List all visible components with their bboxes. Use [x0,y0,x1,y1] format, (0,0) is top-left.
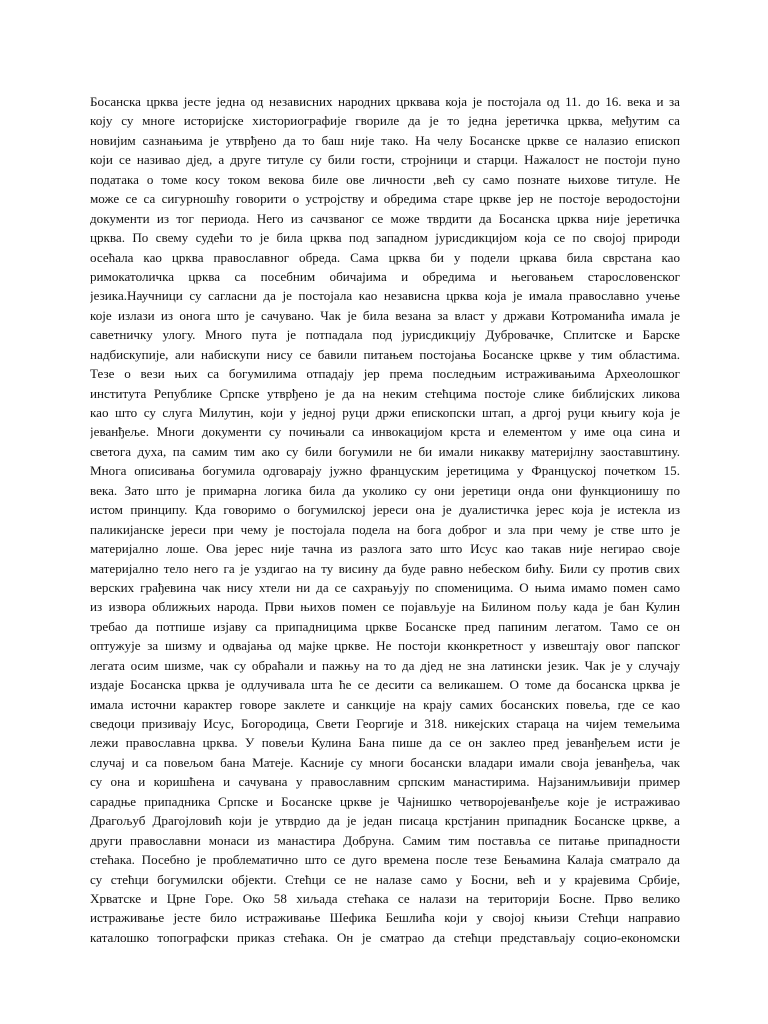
text-line: паликијанске јереси при чему је постојала подела на бога доброг и зла при чему је стве што је [90,521,680,537]
text-line: може се са сигурношћу говорити о устројству и обредима старе цркве јер не постоје веродостојни [90,191,680,207]
text-line: имала источни карактер говоре заклете и санкције на крају самих босанских повеља, где се као [90,696,680,712]
text-line: података о томе косу током векова биле ове личности ,већ су само познате њихове титуле. Не [90,171,680,187]
text-line: стећака. Посебно је проблематично што се дуго времена после тезе Бењамина Калаја сматрало да [90,852,680,868]
text-line: материјално тело него га је уздигао на ту висину да буде равно небеском бићу. Били су против свих [90,560,680,576]
text-line: из извора оближњих народа. Први њихов помен се појављује на Билином пољу када је бан Кулин [90,599,680,615]
text-line: Многа описивања богумила одговарају јужно француским јеретицима у Француској почетком 15. [90,463,680,479]
text-line: каталошко топографски приказ стећака. Он је сматрао да стећци представљају социо-економски [90,929,680,945]
text-line: института Републике Српске утврђено је да на неким стећцима постоје слике библијских ликова [90,385,680,401]
text-line: века. Зато што је примарна логика била да уколико су они јеретици онда они функционишу по [90,482,680,498]
text-line: које излази из онога што је сачувано. Чак је била везана за власт у држави Котроманића имала је [90,307,680,323]
text-line: оптужује за шизму и одвајања од мајке цркве. Не постоји кконкретност у извештају овог папског [90,638,680,654]
text-line: надбискупије, али набискупи нису се бавили питањем постојања Босанске цркве у тим областима. [90,346,680,362]
text-line: су она и коришћена и сачувана у православним српским манастирима. Најзанимљивији пример [90,774,680,790]
text-line: римокатоличка црква са посебним обичајима и обредима и његовањем старословенског [90,268,680,284]
text-line: документи из тог периода. Него из сачзваног се може тврдити да Босанска црква није јеретичка [90,210,680,226]
text-line: издаје Босанска црква је одлучивала шта ће се десити са великашем. О томе да босанска црква је [90,677,680,693]
text-line: Драгољуб Драгојловић који је утврдио да је један писаца крстјанин припадник Босанске цркве, а [90,813,680,829]
text-line: су стећци богумилски објекти. Стећци се не налазе само у Босни, већ и у крајевима Србије, [90,871,680,887]
text-line: материјално лоше. Ова јерес није тачна из разлога зато што Исус као такав није негирао своје [90,541,680,557]
text-line: светога духа, па самим тим ако су били богумили не би имали никакву материјлну заоставштину. [90,443,680,459]
text-line: црква. По свему судећи то је била црква под западном јурисдикцијом која се по својој природи [90,230,680,246]
text-line: који се називао дјед, а друге титуле су били гости, стројници и старци. Нажалост не постоји пуно [90,152,680,168]
text-line: Хрватске и Црне Горе. Око 58 хиљада стећака се налази на територији Босне. Прво велико [90,890,680,906]
text-line: истраживање јесте било истраживање Шефика Бешлића који у својој књизи Стећци направио [90,910,680,926]
text-line: Босанска црква јесте једна од независних народних црквава која је постојала од 11. до 16. века и за [90,94,680,109]
text-line: сарадње припадника Српске и Босанске цркве је Чајнишко четворојеванђеље које је истраживао [90,793,680,809]
text-line: новијим сазнањима је утврђено да то баш није тако. На челу Босанске цркве се налазио епископ [90,132,680,148]
text-line: легата осим шизме, чак су обраћали и пажњу на то да дјед не зна латински језик. Чак је у случају [90,657,680,673]
text-line: коју су многе историјске хисториографије гвориле да је то једна јеретичка црква, међутим са [90,113,680,129]
text-line: сведоци призивају Исус, Богородица, Свети Георгије и 318. никејских стараца на чијем темељима [90,716,680,731]
text-line: осећала као црква православног обреда. Сама црква би у подели цркава била сврстана као [90,249,680,265]
text-line: други православни монаси из манастира Добруна. Самим тим поставља се питање припадности [90,832,680,848]
text-line: лежи православна црква. У повељи Кулина Бана пише да се он заклео пред јеванђељем исти је [90,735,680,751]
text-line: језика.Научници су сагласни да је постојала као независна црква која је имала православно учење [90,288,680,304]
text-line: јеванђеље. Многи документи су почињали са инвокацијом крста и елементом у име оца сина и [90,424,680,440]
document-body [90,92,680,947]
text-line: верских грађевина чак нису хтели ни да се сахрањују по споменицима. О њима имамо помен само [90,579,680,595]
text-line: требао да потпише изјаву са припадницима цркве Босанске пред папиним легатом. Тамо се он [90,618,680,634]
text-line: као што су слуга Милутин, који у једној руци држи епископски штап, а дргој руци књигу која је [90,405,680,420]
text-line: истом принципу. Кда говоримо о богумилској јереси она је дуалистичка јерес која је истекла из [90,502,680,518]
text-line: саветничку улогу. Много пута је потпадала под јурисдикцију Дубровачке, Сплитске и Барске [90,327,680,343]
text-line: Тезе о вези њих са богумилима отпадају јер према последњим истраживањима Археолошког [90,366,680,382]
text-line: случај и са повељом бана Матеје. Касније су многи босански владари имали своја јеванђеља, чак [90,754,680,770]
